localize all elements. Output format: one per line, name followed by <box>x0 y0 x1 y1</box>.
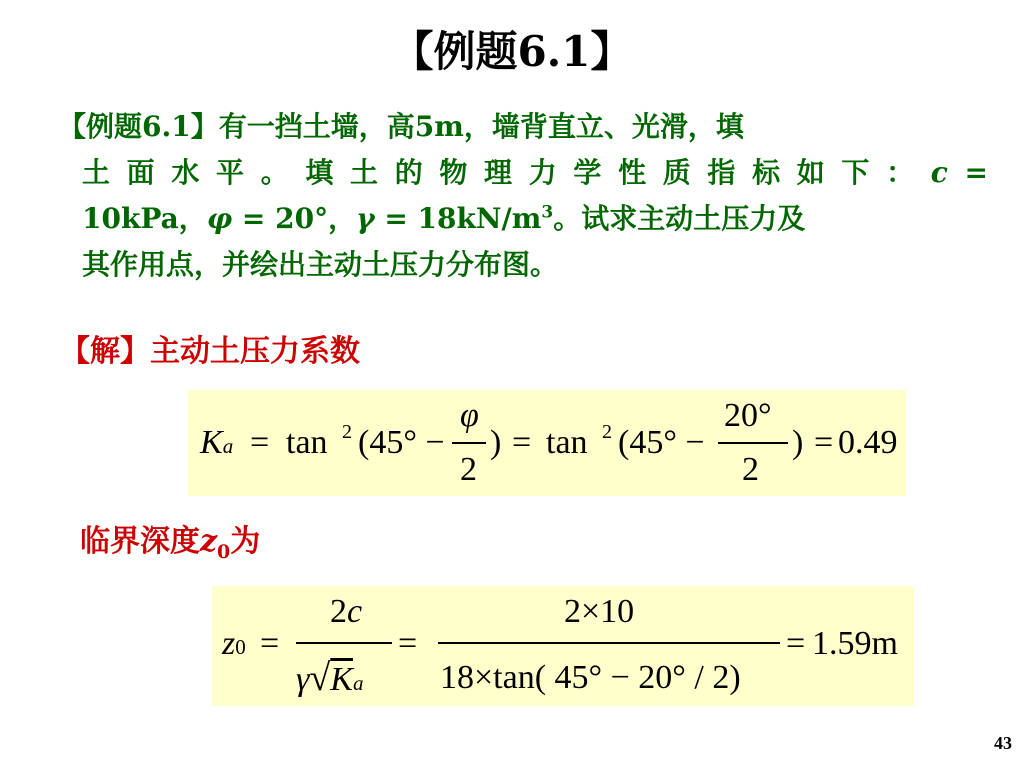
problem-char: 。 <box>260 156 289 189</box>
problem-char: 理 <box>484 156 513 189</box>
unit-cube-exponent: 3 <box>541 202 554 223</box>
ka-result: 0.49 <box>838 424 898 461</box>
phi-value: = 20°， <box>232 202 357 235</box>
angle-close: ) <box>490 424 502 461</box>
page-number: 43 <box>994 733 1012 753</box>
solution-label: 【解】主动土压力系数 <box>60 334 360 369</box>
fraction-denominator: 2 <box>742 451 759 488</box>
z-var: z <box>222 625 236 662</box>
angle-close: ) <box>792 424 804 461</box>
problem-char: ： <box>886 156 915 189</box>
problem-char: 指 <box>707 156 736 189</box>
z0-result: 1.59m <box>812 625 898 662</box>
fraction-bar <box>718 442 788 444</box>
problem-char: 水 <box>171 156 200 189</box>
gamma-symbol: γ <box>296 661 310 698</box>
problem-char: 的 <box>394 156 423 189</box>
z-sub: 0 <box>235 635 246 659</box>
problem-char: 质 <box>662 156 691 189</box>
phi-symbol: φ <box>206 202 233 235</box>
problem-line-2 <box>58 150 988 196</box>
depth-var: z <box>200 524 218 559</box>
critical-depth-suffix: 为 <box>230 524 261 559</box>
ka-lhs <box>200 423 233 466</box>
problem-char: 下 <box>841 156 870 189</box>
problem-char: 力 <box>528 156 557 189</box>
problem-char: 土 <box>350 156 379 189</box>
problem-line-3 <box>58 196 988 242</box>
fraction-denominator: 18×tan( 45° − 20° / 2) <box>440 659 741 696</box>
problem-char: 如 <box>796 156 825 189</box>
ka-var: K <box>200 424 223 461</box>
problem-char: 学 <box>573 156 602 189</box>
sqrt-icon: √ <box>309 657 331 699</box>
phi-symbol: φ <box>460 397 479 434</box>
coefficient: 2 <box>330 593 347 630</box>
gamma-symbol: γ <box>356 202 375 235</box>
problem-char: 土 <box>82 156 111 189</box>
fraction-bar <box>296 642 392 644</box>
square-exponent: 2 <box>602 421 612 443</box>
equals-sign: = <box>398 625 418 662</box>
problem-line-4: 其作用点，并绘出主动土压力分布图。 <box>82 248 559 281</box>
formula-ka-box <box>188 390 906 496</box>
ka-sub: a <box>222 434 234 458</box>
problem-char: 平 <box>216 156 245 189</box>
equals-sign: = <box>512 424 532 461</box>
fraction-bar <box>452 442 486 444</box>
square-exponent: 2 <box>342 421 352 443</box>
angle-open: (45° − <box>358 424 445 461</box>
problem-char: 面 <box>126 156 155 189</box>
cohesion-symbol: c <box>930 156 948 189</box>
tan-function: tan <box>286 424 328 461</box>
tan-function: tan <box>546 424 588 461</box>
formula-z0-box <box>212 586 914 706</box>
problem-char: = <box>964 156 988 189</box>
k-var: K <box>330 661 353 698</box>
equals-sign: = <box>786 625 806 662</box>
problem-line-1: 【例题6.1】有一挡土墙，高5m，墙背直立、光滑，填 <box>58 110 744 143</box>
problem-statement <box>58 104 988 288</box>
gamma-value: = 18kN/m <box>374 202 542 235</box>
equals-sign: = <box>260 625 280 662</box>
problem-char: 物 <box>439 156 468 189</box>
fraction-denominator: 2 <box>460 451 477 488</box>
cohesion-value: 10kPa， <box>82 202 207 235</box>
equals-sign: = <box>814 424 834 461</box>
critical-depth-label <box>80 520 260 574</box>
problem-question: 。试求主动土压力及 <box>553 202 806 235</box>
depth-sub: 0 <box>217 541 231 563</box>
equals-sign: = <box>250 424 270 461</box>
cohesion-symbol: c <box>347 593 363 630</box>
problem-char: 填 <box>305 156 334 189</box>
z0-lhs <box>222 624 246 667</box>
k-sub: a <box>352 671 364 695</box>
fraction-numerator: 20° <box>724 397 772 434</box>
fraction-numerator <box>330 592 362 632</box>
problem-char: 标 <box>752 156 781 189</box>
problem-char: 性 <box>618 156 647 189</box>
fraction-denominator <box>296 658 363 703</box>
angle-open: (45° − <box>618 424 705 461</box>
fraction-numerator <box>460 396 479 436</box>
slide-title: 【例题6.1】 <box>391 27 633 76</box>
critical-depth-text: 临界深度 <box>80 524 200 559</box>
fraction-bar <box>438 642 780 644</box>
fraction-numerator: 2×10 <box>564 593 635 630</box>
